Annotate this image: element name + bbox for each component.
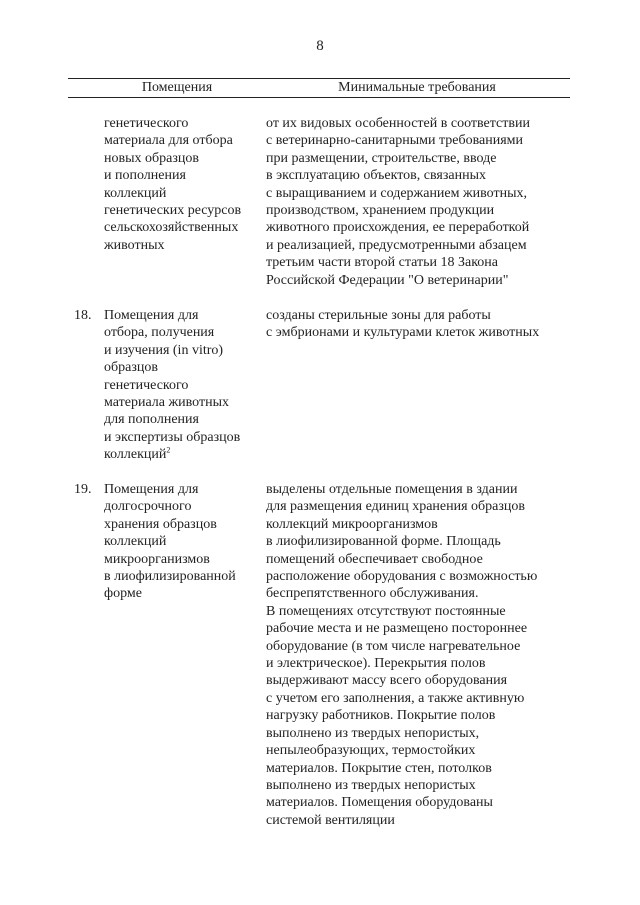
row-number: 19. xyxy=(74,482,92,497)
row-room-cell: Помещения для долгосрочного хранения образцов коллекций микроорганизмов в лиофилизированной форме xyxy=(104,482,236,602)
row-room-text: Помещения для отбора, получения и изучения (in vitro) образцов генетического материала животных для пополнения и экспертизы образцов коллекций xyxy=(104,308,241,463)
table-header-bottom-rule xyxy=(68,97,570,98)
row-requirements-cell: созданы стерильные зоны для работы с эмбрионами и культурами клеток животных xyxy=(266,308,540,341)
row-room-cell: генетического материала для отбора новых образцов и пополнения коллекций генетических ресурсов сельскохозяйственных животных xyxy=(104,116,242,253)
column-header-rooms: Помещения xyxy=(141,80,213,95)
page-number: 8 xyxy=(316,38,324,54)
row-room-cell xyxy=(104,307,264,464)
row-number: 18. xyxy=(74,308,92,323)
row-requirements-cell: от их видовых особенностей в соответствии с ветеринарно-санитарными требованиями при размещении, строительстве, вводе в эксплуатацию объектов, связанных с выращиванием и содержанием животных, производством, хранением продукции животного происхождения, ее переработкой и реализацией, предусмотренными абзацем третьим части второй статьи 18 Закона Российской Федерации "О ветеринарии" xyxy=(266,116,530,288)
column-header-requirements: Минимальные требования xyxy=(338,80,496,95)
row-requirements-cell: выделены отдельные помещения в здании для размещения единиц хранения образцов коллекций микроорганизмов в лиофилизированной форме. Площадь помещений обеспечивает свободное расположение оборудования с возможностью беспрепятственного обслуживания. В помещениях отсутствуют постоянные рабочие места и не размещено постороннее оборудование (в том числе нагревательное и электрическое). Перекрытия полов выдерживают массу всего оборудования с учетом его заполнения, а также активную нагрузку работников. Покрытие полов выполнено из твердых непористых, непылеобразующих, термостойких материалов. Покрытие стен, потолков выполнено из твердых непористых материалов. Помещения оборудованы системой вентиляции xyxy=(266,482,538,828)
footnote-marker: 2 xyxy=(166,445,171,455)
table-header-top-rule xyxy=(68,78,570,79)
